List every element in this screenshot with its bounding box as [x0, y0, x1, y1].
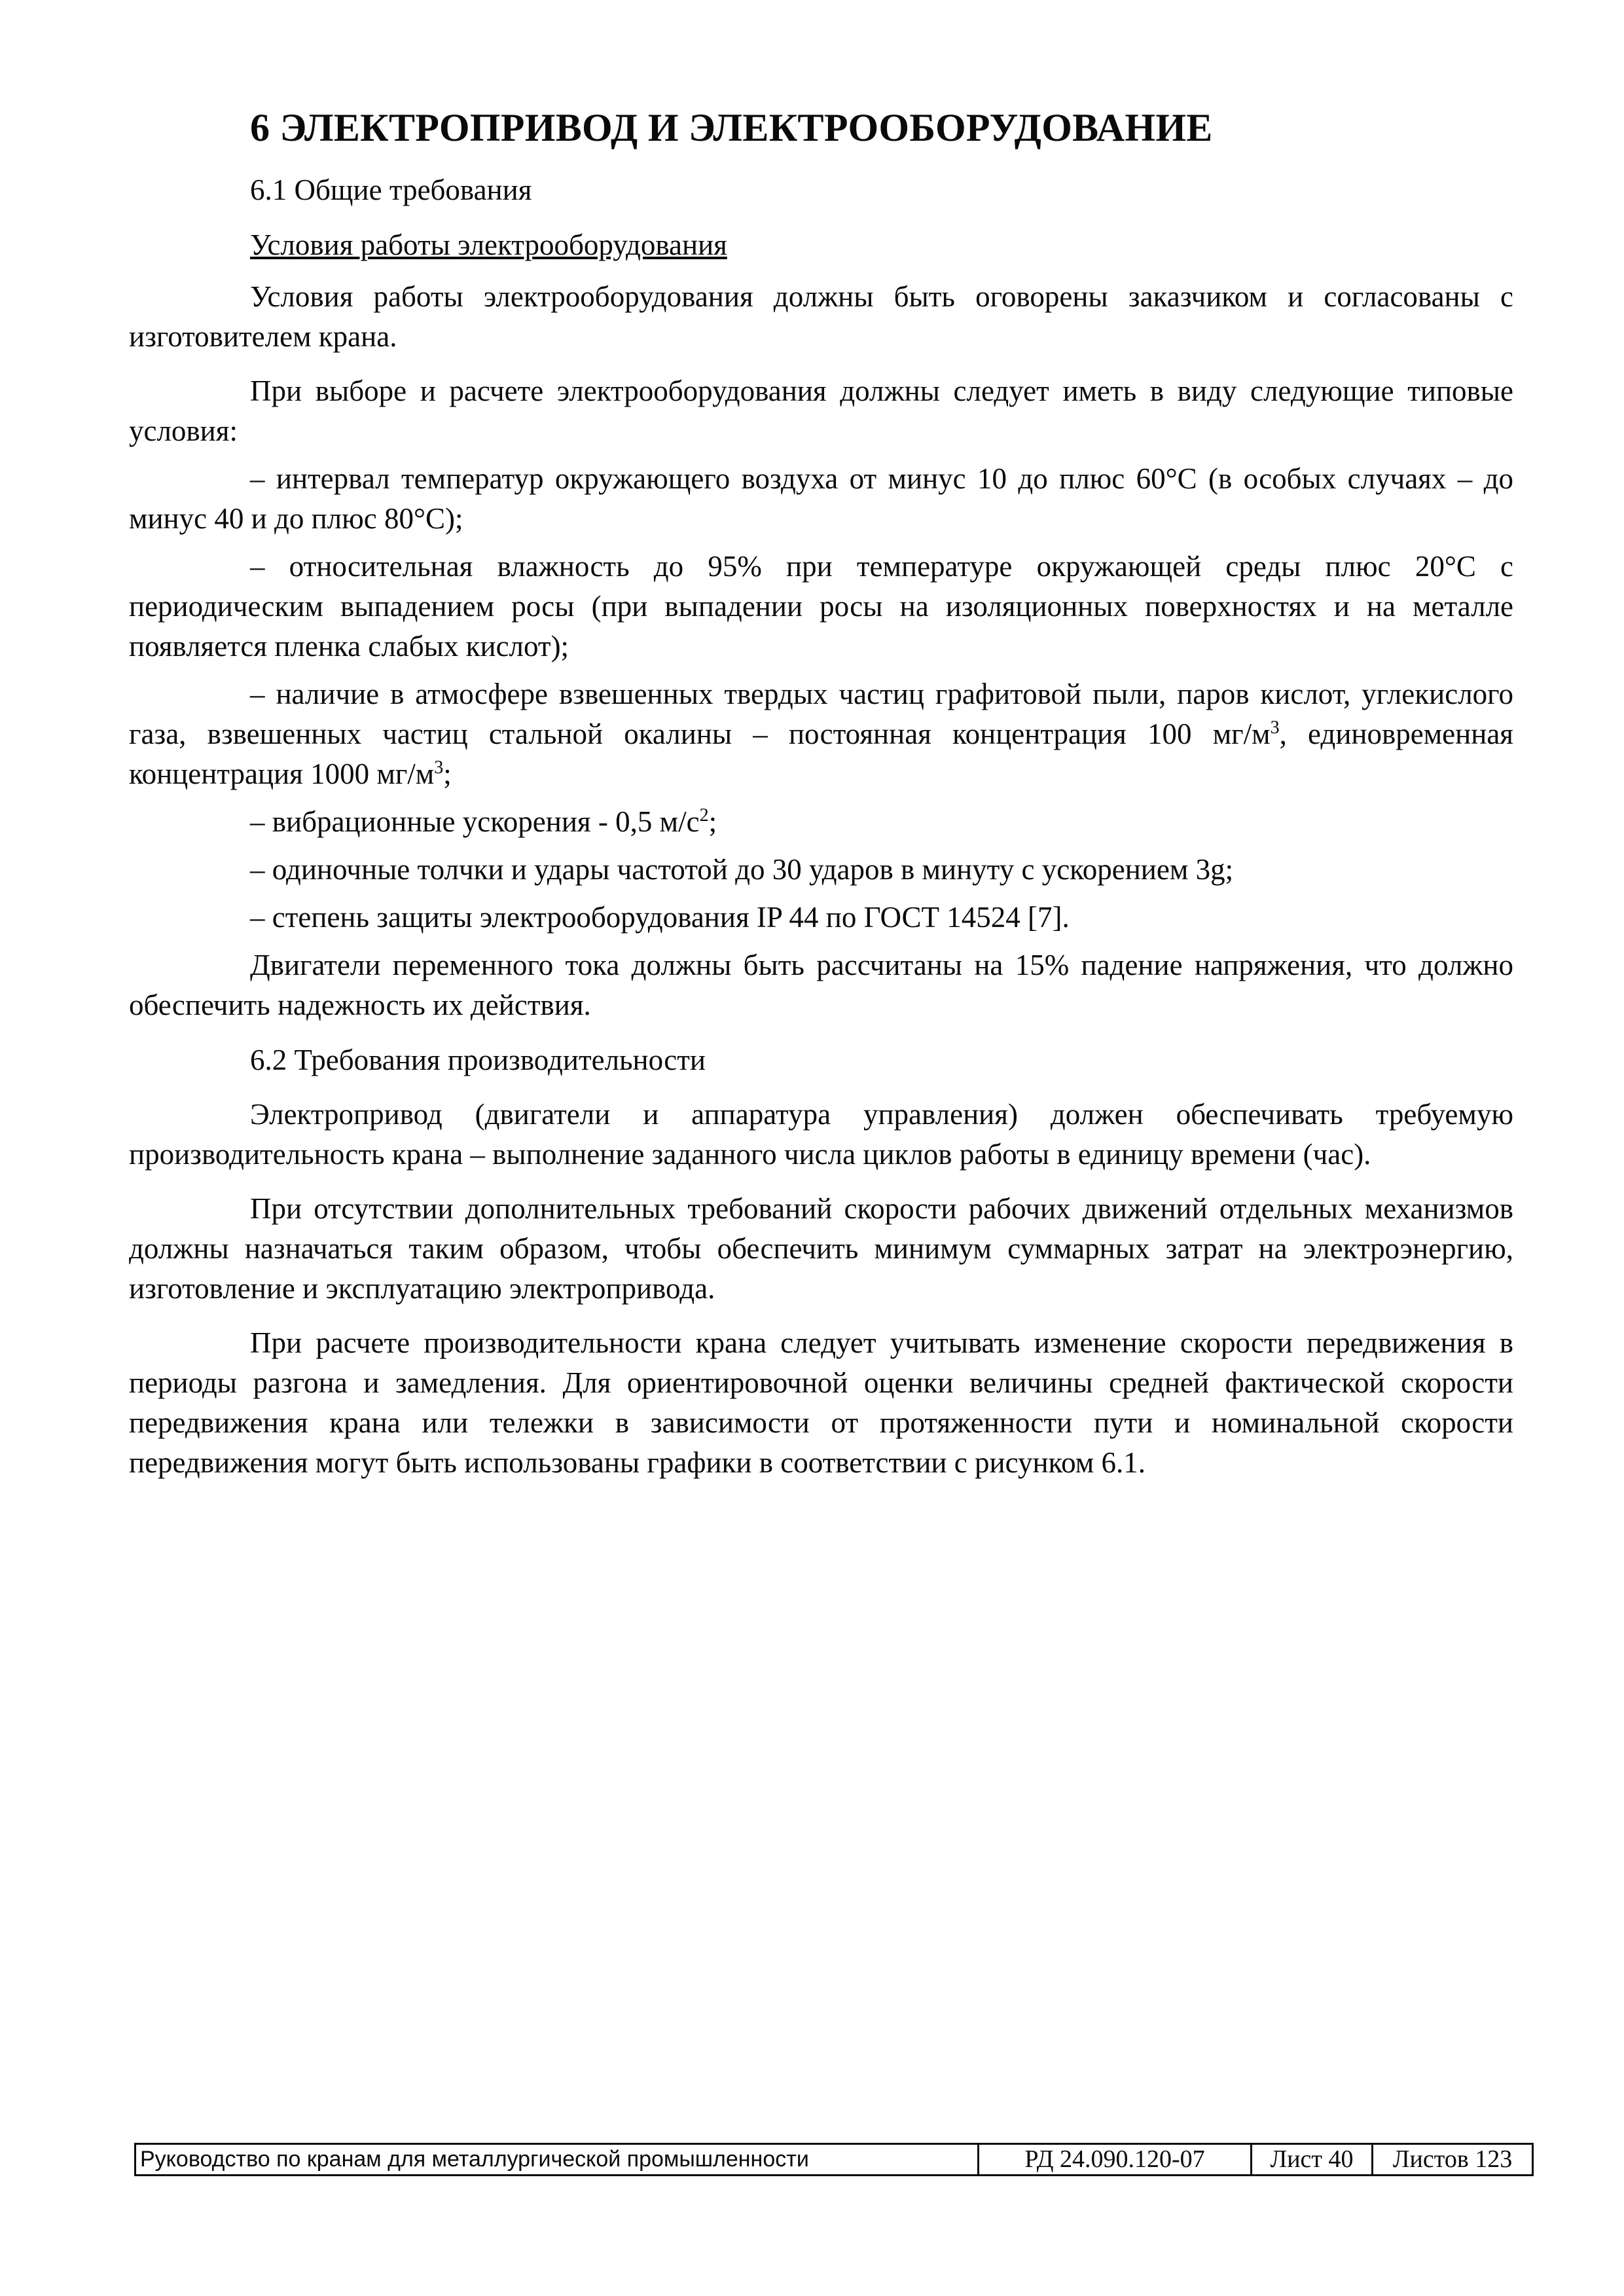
footer-document-code: РД 24.090.120-07 — [979, 2145, 1252, 2174]
list-item-shocks: – одиночные толчки и удары частотой до 30 ударов в минуту с ускорением 3g; — [250, 853, 1234, 886]
list-item-vibration — [129, 802, 1513, 842]
superscript-2: 2 — [699, 805, 709, 826]
list-item-vibration-text-1: – вибрационные ускорения - 0,5 м/с — [250, 805, 700, 838]
list-item-atmosphere-text-1: – наличие в атмосфере взвешенных твердых частиц графитовой пыли, паров кислот, углекислого газа, взвешенных частиц стальной окалины – постоянная концентрация 100 мг/м — [129, 678, 1513, 750]
paragraph-electric-drive: Электропривод (двигатели и аппаратура управления) должен обеспечивать требуемую производительность крана – выполнение заданного числа циклов работы в единицу времени (час). — [129, 1098, 1513, 1171]
paragraph-productivity-calc: При расчете производительности крана следует учитывать изменение скорости передвижения в периоды разгона и замедления. Для ориентировочной оценки величины средней фактической скорости передвижения крана или тележки в зависимости от протяженности пути и номинальной скорости передвижения могут быть использованы графики в соответствии с рисунком 6.1. — [129, 1326, 1513, 1479]
subsection-underlined-heading: Условия работы электрооборудования — [250, 228, 727, 261]
subsection-title-6-2: 6.2 Требования производительности — [250, 1044, 706, 1076]
footer-document-title: Руководство по кранам для металлургической промышленности — [136, 2145, 979, 2174]
paragraph-speeds: При отсутствии дополнительных требований скорости рабочих движений отдельных механизмов должны назначаться таким образом, чтобы обеспечить минимум суммарных затрат на электроэнергию, изготовление и эксплуатацию электропривода. — [129, 1192, 1513, 1305]
list-item-humidity: – относительная влажность до 95% при температуре окружающей среды плюс 20°С с периодическим выпадением росы (при выпадении росы на изоляционных поверхностях и на металле появляется пленка слабых кислот); — [129, 550, 1513, 663]
footer-sheets-total: Листов 123 — [1392, 2145, 1513, 2173]
superscript-3a: 3 — [1270, 718, 1280, 738]
footer-sheet-number: Лист 40 — [1252, 2145, 1373, 2174]
list-item-atmosphere-text-2: , единовременная концентрация 1000 мг/м — [129, 718, 1513, 790]
section-title: 6 ЭЛЕКТРОПРИВОД И ЭЛЕКТРООБОРУДОВАНИЕ — [250, 106, 1213, 149]
subsection-title-6-1: 6.1 Общие требования — [250, 173, 532, 206]
list-item-atmosphere-text-3: ; — [443, 757, 452, 790]
list-item-temperature: – интервал температур окружающего воздуха от минус 10 до плюс 60°С (в особых случаях – до минус 40 и до плюс 80°С); — [129, 462, 1513, 535]
list-item-atmosphere — [129, 674, 1513, 794]
page-content — [129, 101, 1513, 1497]
footer-title-block — [134, 2143, 1534, 2176]
superscript-3b: 3 — [434, 757, 444, 778]
list-item-protection: – степень защиты электрооборудования IP 44 по ГОСТ 14524 [7]. — [250, 901, 1070, 934]
list-item-vibration-text-2: ; — [708, 805, 717, 838]
paragraph-conditions: Условия работы электрооборудования должны быть оговорены заказчиком и согласованы с изготовителем крана. — [129, 280, 1513, 353]
paragraph-typical-conditions: При выборе и расчете электрооборудования должны следует иметь в виду следующие типовые условия: — [129, 374, 1513, 447]
paragraph-ac-motors: Двигатели переменного тока должны быть рассчитаны на 15% падение напряжения, что должно обеспечить надежность их действия. — [129, 949, 1513, 1021]
